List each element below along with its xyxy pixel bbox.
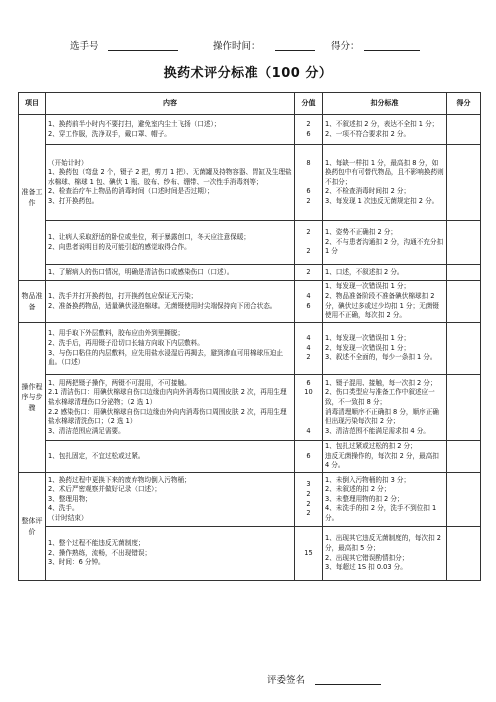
points-value bbox=[297, 168, 320, 178]
points-value: 6 bbox=[306, 378, 311, 387]
points-value: 4 bbox=[306, 426, 311, 435]
points-cell bbox=[295, 265, 323, 281]
deduction-line: 2、一项不符合要求扣 2 分。 bbox=[325, 129, 411, 138]
table-row bbox=[19, 221, 481, 265]
operation-time-label: 操作时间： bbox=[213, 41, 261, 52]
points-value: 2 bbox=[306, 499, 311, 508]
deduction-line: 1、每发现一次错误扣 1 分； bbox=[325, 334, 411, 343]
points-cell bbox=[295, 323, 323, 375]
deduction-line: 3、每超过 1S 扣 0.03 分。 bbox=[325, 563, 407, 572]
points-value: 2 bbox=[306, 489, 311, 498]
scoring-table bbox=[18, 92, 481, 581]
table-row bbox=[19, 473, 481, 527]
deduction-cell bbox=[323, 375, 447, 441]
points-value: 6 bbox=[306, 129, 311, 138]
category-cell: 准备工作 bbox=[19, 115, 46, 281]
content-line: 2、术后严密观察并做好记录（口述）； bbox=[48, 485, 161, 494]
points-value bbox=[297, 417, 320, 427]
content-line: 2、洗手后，再用镊子沿切口长轴方向取下内层敷料。 bbox=[48, 338, 204, 347]
content-line: 3、打开换药包。 bbox=[48, 196, 99, 205]
deduction-line: 3、每发现 1 次违反无菌规定扣 2 分。 bbox=[325, 196, 439, 205]
deduction-cell bbox=[323, 145, 447, 221]
table-row bbox=[19, 441, 481, 473]
table-row bbox=[19, 375, 481, 441]
col-header-points: 分值 bbox=[295, 93, 323, 115]
deduction-cell bbox=[323, 527, 447, 581]
deduction-line: 2、物品准备阶段不准备碘伏棉球扣 2 分，碘伏过多或过少均扣 1 分；无菌镊使用不正确，每次扣 2 分。 bbox=[325, 291, 439, 320]
content-line: 3、清洁范围应满足需要。 bbox=[48, 426, 125, 435]
content-line: 3、整理用物； bbox=[48, 494, 92, 503]
points-cell bbox=[295, 441, 323, 473]
points-value: 4 bbox=[306, 291, 311, 300]
table-row bbox=[19, 115, 481, 145]
deduction-line: 2、不与患者沟通扣 2 分，沟通不充分扣 1 分 bbox=[325, 237, 444, 256]
points-value bbox=[297, 238, 320, 248]
deduction-line: 2、出现其它错误酌情扣分； bbox=[325, 553, 409, 562]
content-line: 1、洗手并打开换药包，打开换药包应保证无污染； bbox=[48, 291, 198, 300]
points-cell bbox=[295, 473, 323, 527]
deduction-line: 4、未洗手的扣 2 分，洗手不到位扣 1 分。 bbox=[325, 504, 437, 522]
exam-number-label: 选手号 bbox=[70, 41, 99, 52]
category-cell: 物品准备 bbox=[19, 281, 46, 323]
table-row bbox=[19, 265, 481, 281]
deduction-line: 1、姿势不正确扣 2 分； bbox=[325, 228, 397, 237]
points-value: 3 bbox=[306, 480, 311, 489]
deduction-line: 1、包扎过紧或过松的扣 2 分； bbox=[325, 442, 417, 451]
points-cell bbox=[295, 375, 323, 441]
content-line: 2、操作熟练，流畅，不出现错误； bbox=[48, 548, 152, 557]
points-value bbox=[297, 408, 320, 418]
content-line: 1、用两把镊子操作，两镊不可混用，不可接触。 bbox=[48, 378, 191, 387]
content-cell bbox=[46, 527, 295, 581]
points-value bbox=[297, 178, 320, 188]
exam-header bbox=[70, 38, 430, 54]
content-line: 1、了解病人的伤口情况，明确是清洁伤口或感染伤口（口述）。 bbox=[48, 267, 234, 276]
judge-signature-label: 评委签名 bbox=[267, 675, 306, 686]
points-value: 10 bbox=[304, 388, 313, 397]
col-header-content: 内容 bbox=[46, 93, 295, 115]
score-entry-cell[interactable] bbox=[447, 221, 481, 265]
deduction-cell bbox=[323, 281, 447, 323]
deduction-line: 2、伤口类型应与准备工作中叙述应一致，不一致扣 8 分； bbox=[325, 388, 435, 406]
points-value bbox=[297, 398, 320, 408]
judge-signature bbox=[267, 672, 305, 686]
score-entry-cell[interactable] bbox=[447, 473, 481, 527]
content-cell bbox=[46, 473, 295, 527]
content-cell bbox=[46, 323, 295, 375]
table-header-row bbox=[19, 93, 481, 115]
score-entry-cell[interactable] bbox=[447, 375, 481, 441]
deduction-line: 3、未整理用物的扣 2 分； bbox=[325, 494, 404, 503]
col-header-item: 项目 bbox=[19, 93, 46, 115]
content-line: 2、准备换药物品，适量碘伏浸泡棉球。无菌镊使用时尖端保持向下闭合状态。 bbox=[48, 301, 277, 310]
points-value: 2 bbox=[306, 196, 311, 205]
content-line: 1、包扎固定，不宜过松或过紧。 bbox=[48, 451, 145, 460]
score-entry-cell[interactable] bbox=[447, 527, 481, 581]
deduction-line: 3、叙述不全面的，每少一条扣 1 分。 bbox=[325, 353, 437, 362]
content-line: 1、让病人采取舒适的卧位或坐位，利于暴露创口，冬天应注意保暖； bbox=[48, 232, 251, 241]
score-entry-cell[interactable] bbox=[447, 115, 481, 145]
deduction-cell bbox=[323, 221, 447, 265]
deduction-line: 违反无菌操作的，每次扣 2 分，最高扣 4 分。 bbox=[325, 451, 439, 470]
points-value: 15 bbox=[304, 548, 313, 557]
points-value: 2 bbox=[306, 228, 311, 237]
deduction-line: 1、每缺一样扣 1 分，最高扣 8 分，如换药包中有可替代物品，且不影响换药则不扣分； bbox=[325, 158, 444, 186]
document-title: 换药术评分标准（100 分） bbox=[163, 66, 333, 81]
content-line: 4、洗手。 bbox=[48, 504, 79, 513]
table-row bbox=[19, 145, 481, 221]
points-value: 2 bbox=[306, 119, 311, 128]
points-value: 2 bbox=[306, 353, 311, 362]
content-line: 1、换药包（弯盘 2 个，镊子 2 把，剪刀 1 把）、无菌罐及持物容器、胃缸及生理盐水棉球、棉球 1 包、碘伏 1 瓶、胶布、纱布、绷带、一次性手消毒剂等； bbox=[48, 168, 292, 186]
deduction-line: 1、镊子混用、接触，每一次扣 2 分； bbox=[325, 378, 437, 387]
content-line: 1、整个过程不能违反无菌制度； bbox=[48, 539, 145, 548]
score-entry-cell[interactable] bbox=[447, 145, 481, 221]
deduction-line: 1、未倒入污物桶的扣 3 分； bbox=[325, 475, 411, 484]
score-entry-cell[interactable] bbox=[447, 281, 481, 323]
table-body bbox=[19, 115, 481, 581]
points-cell bbox=[295, 115, 323, 145]
points-cell bbox=[295, 221, 323, 265]
content-cell bbox=[46, 221, 295, 265]
content-line: 1、换药前半小时内不要打扫，避免室内尘土飞扬（口述）； bbox=[48, 119, 221, 128]
score-entry-cell[interactable] bbox=[447, 323, 481, 375]
content-line: 3、与伤口粘住的内层敷料，应先用盐水浸湿后再揭去，避到渗血可用棉球压迫止血。（口述） bbox=[48, 348, 283, 367]
points-value: 4 bbox=[306, 343, 311, 352]
col-header-deduction: 扣分标准 bbox=[323, 93, 447, 115]
deduction-line: 1、不叙述扣 2 分，表达不全扣 1 分； bbox=[325, 119, 439, 128]
content-cell bbox=[46, 115, 295, 145]
operation-time-blank bbox=[275, 50, 315, 51]
deduction-line: 1、出现其它违反无菌制度的，每次扣 2 分，最高扣 5 分； bbox=[325, 534, 441, 552]
deduction-cell bbox=[323, 473, 447, 527]
table-row bbox=[19, 281, 481, 323]
deduction-cell bbox=[323, 323, 447, 375]
exam-number-blank bbox=[108, 50, 178, 51]
points-value: 2 bbox=[306, 247, 311, 256]
judge-signature-blank bbox=[315, 684, 381, 685]
points-value: 6 bbox=[306, 187, 311, 196]
points-value: 6 bbox=[306, 451, 311, 460]
content-line: 1、换药过程中更换下来的废弃物均倒入污物桶； bbox=[48, 475, 191, 484]
deduction-line: 2、未叙述的扣 2 分； bbox=[325, 485, 391, 494]
points-value: 8 bbox=[306, 158, 311, 167]
deduction-cell bbox=[323, 265, 447, 281]
deduction-cell bbox=[323, 115, 447, 145]
deduction-line: 1、每发现一次错误扣 1 分； bbox=[325, 282, 411, 291]
score-entry-cell[interactable] bbox=[447, 441, 481, 473]
table-row bbox=[19, 323, 481, 375]
category-cell: 操作程序与步骤 bbox=[19, 323, 46, 473]
points-cell bbox=[295, 145, 323, 221]
points-cell bbox=[295, 281, 323, 323]
deduction-line: 3、清洁范围不能满足需求扣 4 分。 bbox=[325, 426, 430, 435]
content-line: 3、时间：6 分钟。 bbox=[48, 558, 105, 567]
content-line: 2.1 清洁伤口：用碘伏棉球自伤口边缘由内向外消毒伤口周围皮肤 2 次，再用生理盐水棉球清理伤口分泌物；（2 选 1） bbox=[48, 388, 287, 406]
points-value: 6 bbox=[306, 301, 311, 310]
content-cell bbox=[46, 145, 295, 221]
content-line: 2.2 感染伤口：用碘伏棉球自伤口边缘由外向内消毒伤口周围皮肤 2 次，再用生理盐水棉球清洗伤口；（2 选 1） bbox=[48, 407, 287, 426]
content-cell bbox=[46, 265, 295, 281]
content-line: 2、穿工作服，洗净双手，戴口罩、帽子。 bbox=[48, 129, 171, 138]
score-label: 得分： bbox=[331, 41, 360, 52]
deduction-line: 消毒清理顺序不正确扣 8 分，顺序正确但出现污染每次扣 2 分； bbox=[325, 407, 439, 426]
deduction-line: 2、不检查消毒时间扣 2 分； bbox=[325, 187, 411, 196]
points-value: 2 bbox=[306, 509, 311, 518]
content-line: 2、检查治疗车上物品的消毒时间（口述时间是否过期）； bbox=[48, 187, 214, 196]
col-header-score: 得分 bbox=[447, 93, 481, 115]
content-line: （计时结束） bbox=[48, 513, 88, 522]
content-cell bbox=[46, 441, 295, 473]
deduction-line: 1、口述，不叙述扣 2 分。 bbox=[325, 267, 404, 276]
content-line: 2、向患者说明目的及可能引起的感觉取得合作。 bbox=[48, 242, 191, 251]
points-cell bbox=[295, 527, 323, 581]
score-blank bbox=[364, 50, 420, 51]
points-value: 2 bbox=[306, 267, 311, 276]
deduction-cell bbox=[323, 441, 447, 473]
score-entry-cell[interactable] bbox=[447, 265, 481, 281]
content-cell bbox=[46, 281, 295, 323]
table-row bbox=[19, 527, 481, 581]
deduction-line: 2、每发现一次错误扣 1 分； bbox=[325, 343, 411, 352]
content-line: （开始计时） bbox=[48, 158, 88, 167]
category-cell: 整体评价 bbox=[19, 473, 46, 581]
content-line: 1、用手取下外层敷料，胶布应由外到里撕脱； bbox=[48, 329, 185, 338]
content-cell bbox=[46, 375, 295, 441]
points-value: 4 bbox=[306, 334, 311, 343]
